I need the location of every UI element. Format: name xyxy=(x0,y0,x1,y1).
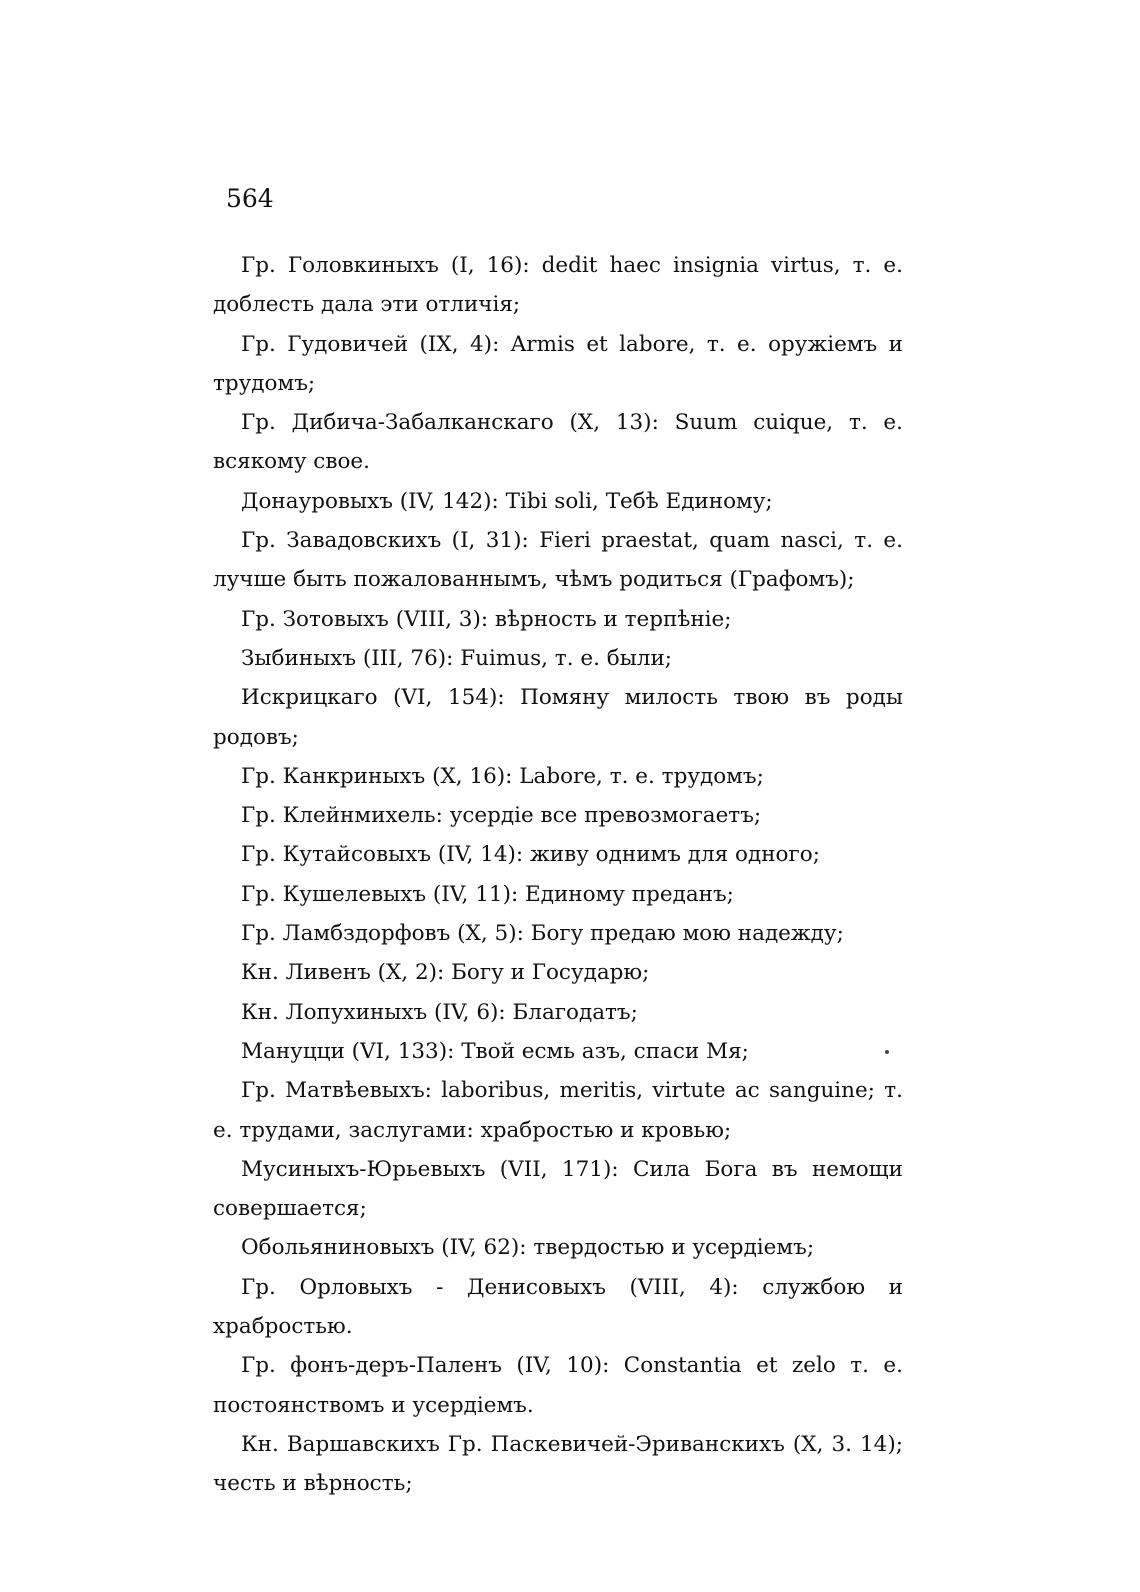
motto-entry: Гр. Завадовскихъ (I, 31): Fieri praestat, quam nasci, т. е. лучше быть пожалованнымъ, чѣмъ родиться (Графомъ); xyxy=(213,528,903,593)
motto-entry: Гр. Матвѣевыхъ: laboribus, meritis, virtute ac sanguine; т. е. трудами, заслугами: храбростью и кровью; xyxy=(213,1078,903,1143)
motto-entry: Донауровыхъ (IV, 142): Tibi soli, Тебѣ Единому; xyxy=(241,488,773,514)
page-number: 564 xyxy=(226,184,274,213)
motto-entry: Обольяниновыхъ (IV, 62): твердостью и усердіемъ; xyxy=(241,1235,815,1261)
motto-entry: Зыбиныхъ (III, 76): Fuimus, т. е. были; xyxy=(241,645,673,671)
motto-entry: Гр. Зотовыхъ (VIII, 3): вѣрность и терпѣніе; xyxy=(241,606,732,632)
motto-entry: Кн. Ливенъ (X, 2): Богу и Государю; xyxy=(241,960,650,986)
motto-list xyxy=(213,246,903,1504)
motto-entry: Мусиныхъ-Юрьевыхъ (VII, 171): Сила Бога въ немощи совершается; xyxy=(213,1156,903,1222)
motto-entry: Кн. Лопухиныхъ (IV, 6): Благодатъ; xyxy=(241,999,638,1025)
motto-entry: Мануцци (VI, 133): Твой есмь азъ, спаси Мя; xyxy=(241,1038,749,1064)
motto-entry: Гр. Кушелевыхъ (IV, 11): Единому преданъ; xyxy=(241,881,734,907)
motto-entry: Кн. Варшавскихъ Гр. Паскевичей-Эриванскихъ (X, 3. 14); честь и вѣрность; xyxy=(213,1431,903,1497)
motto-entry: Гр. Гудовичей (IX, 4): Armis et labore, т. е. оружіемъ и трудомъ; xyxy=(213,331,903,396)
motto-entry: Гр. Дибича-Забалканскаго (X, 13): Suum cuique, т. е. всякому свое. xyxy=(213,410,903,475)
motto-entry: Гр. Кутайсовыхъ (IV, 14): живу однимъ для одного; xyxy=(241,842,820,868)
print-speck xyxy=(885,1050,889,1054)
motto-entry: Искрицкаго (VI, 154): Помяну милость твою въ роды родовъ; xyxy=(213,685,903,750)
motto-entry: Гр. Головкиныхъ (I, 16): dedit haec insignia virtus, т. е. доблесть дала эти отличія; xyxy=(213,253,903,318)
motto-entry: Гр. Канкриныхъ (X, 16): Labore, т. е. трудомъ; xyxy=(241,763,764,789)
motto-entry: Гр. Клейнмихель: усердіе все превозмогаетъ; xyxy=(241,803,762,829)
motto-entry: Гр. фонъ-деръ-Паленъ (IV, 10): Constantia et zelo т. е. постоянствомъ и усердіемъ. xyxy=(213,1353,903,1418)
motto-entry: Гр. Орловыхъ - Денисовыхъ (VIII, 4): службою и храбростью. xyxy=(213,1274,903,1340)
motto-entry: Гр. Ламбздорфовъ (X, 5): Богу предаю мою надежду; xyxy=(241,921,844,947)
